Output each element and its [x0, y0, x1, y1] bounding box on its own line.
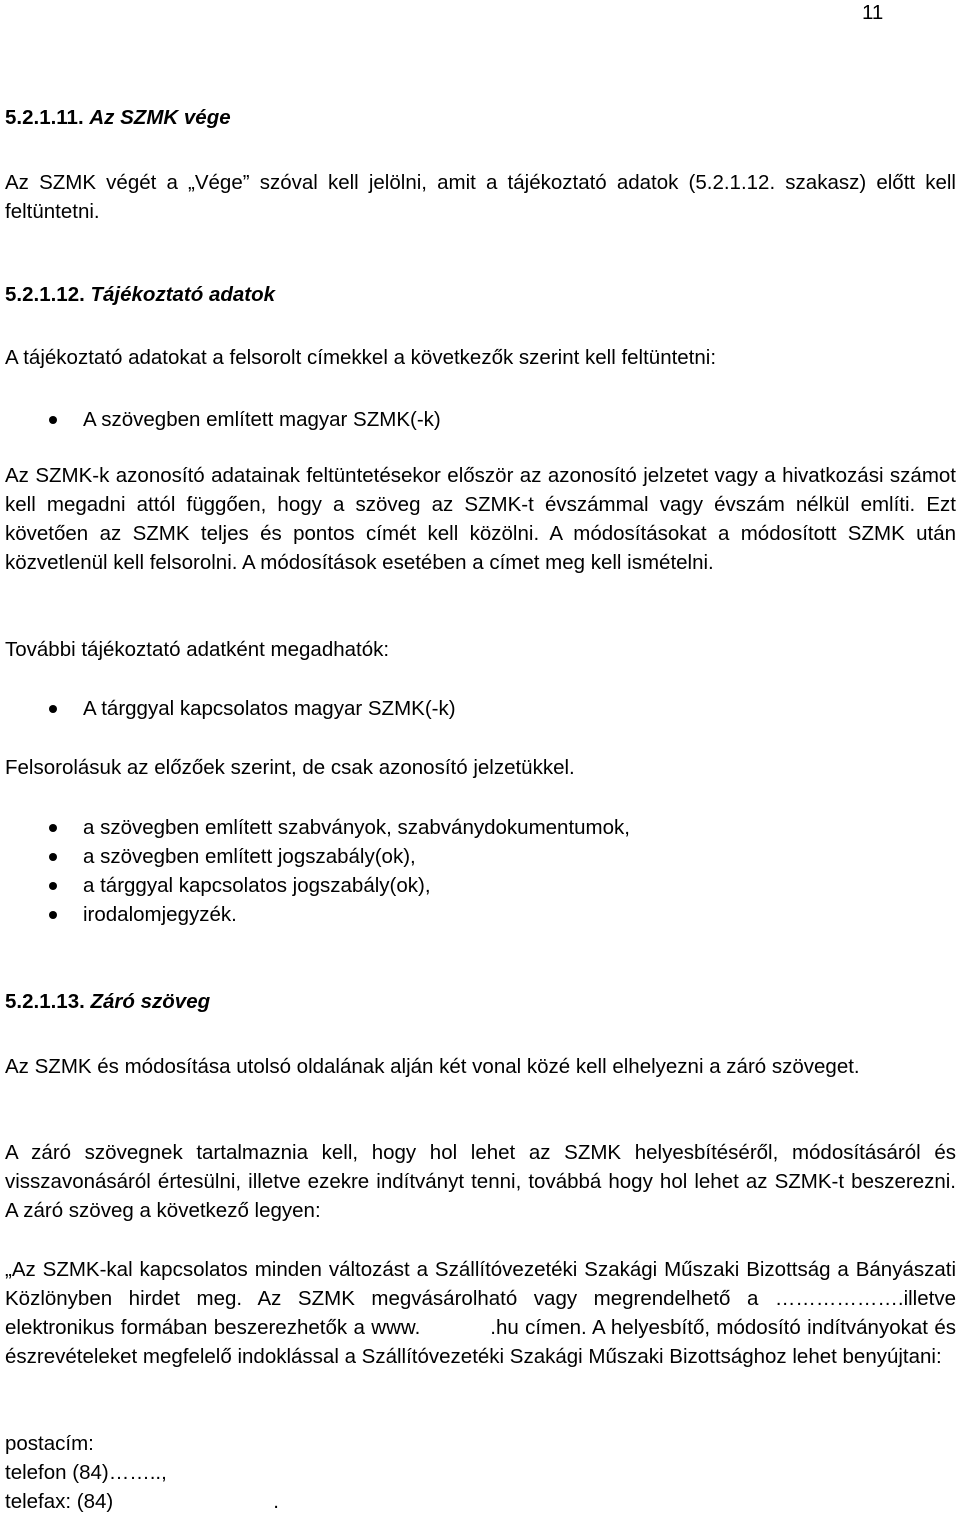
- bullet-icon: [49, 705, 57, 713]
- bullet-list-2: [5, 694, 945, 723]
- section-title: Az SZMK vége: [89, 106, 231, 129]
- bullet-list-1: [5, 405, 945, 434]
- phone-line: telefon (84)……..,: [5, 1461, 167, 1484]
- bullet-list-3: [5, 813, 945, 929]
- section-title: Tájékoztató adatok: [90, 283, 276, 306]
- section-heading-13: [5, 987, 956, 1016]
- section-number: 5.2.1.12.: [5, 283, 85, 306]
- section-heading-12: [5, 280, 956, 309]
- paragraph-intro: A tájékoztató adatokat a felsorolt címekkel a következők szerint kell feltüntetni:: [5, 346, 717, 369]
- list-item: A tárggyal kapcsolatos magyar SZMK(-k): [5, 694, 945, 723]
- paragraph-further: További tájékoztató adatként megadhatók:: [5, 638, 390, 661]
- section-heading-11: [5, 103, 956, 132]
- list-item: a szövegben említett jogszabály(ok),: [5, 842, 945, 871]
- closing-text-quote: „Az SZMK-kal kapcsolatos minden változást a Szállítóvezetéki Szakági Műszaki Bizottság a Bányászati Közlönyben hirdet meg. Az SZMK megvásárolható vagy megrendelhető a ……………….illetve elektronikus formában beszerezhetők a www. .hu címen. A helyesbítő, módosító indítványokat és észrevételeket megfelelő indoklással a Szállítóvezetéki Szakági Műszaki Bizottsághoz lehet benyújtani:: [5, 1258, 956, 1368]
- paragraph-closing-placement: Az SZMK és módosítása utolsó oldalának alján két vonal közé kell elhelyezni a záró szöveget.: [5, 1055, 860, 1078]
- page-number: 11: [862, 1, 884, 24]
- paragraph-end: Az SZMK végét a „Vége” szóval kell jelölni, amit a tájékoztató adatok (5.2.1.12. szakasz) előtt kell feltüntetni.: [5, 171, 956, 223]
- paragraph-listing: Felsorolásuk az előzőek szerint, de csak azonosító jelzetükkel.: [5, 756, 575, 779]
- list-item: a szövegben említett szabványok, szabványdokumentumok,: [5, 813, 945, 842]
- paragraph-identifiers: Az SZMK-k azonosító adatainak feltüntetésekor először az azonosító jelzetet vagy a hivatkozási számot kell megadni attól függően, hogy a szöveg az SZMK-t évszámmal vagy évszám nélkül említi. Ezt követően az SZMK teljes és pontos címét kell közölni. A módosításokat a módosított SZMK után közvetlenül kell felsorolni. A módosítások esetében a címet meg kell ismételni.: [5, 464, 956, 574]
- postal-address-line: postacím:: [5, 1432, 94, 1455]
- bullet-icon: [49, 824, 57, 832]
- section-number: 5.2.1.13.: [5, 990, 85, 1013]
- list-item: a tárggyal kapcsolatos jogszabály(ok),: [5, 871, 945, 900]
- list-item: irodalomjegyzék.: [5, 900, 945, 929]
- paragraph-closing-content: A záró szövegnek tartalmaznia kell, hogy hol lehet az SZMK helyesbítéséről, módosításáról és visszavonásáról értesülni, illetve ezekre indítványt tenni, továbbá hogy hol lehet az SZMK-t beszerezni. A záró szöveg a következő legyen:: [5, 1141, 956, 1222]
- bullet-icon: [49, 416, 57, 424]
- section-number: 5.2.1.11.: [5, 106, 84, 129]
- bullet-icon: [49, 911, 57, 919]
- fax-line: telefax: (84) .: [5, 1490, 279, 1513]
- bullet-icon: [49, 853, 57, 861]
- bullet-icon: [49, 882, 57, 890]
- section-title: Záró szöveg: [90, 990, 211, 1013]
- list-item: A szövegben említett magyar SZMK(-k): [5, 405, 945, 434]
